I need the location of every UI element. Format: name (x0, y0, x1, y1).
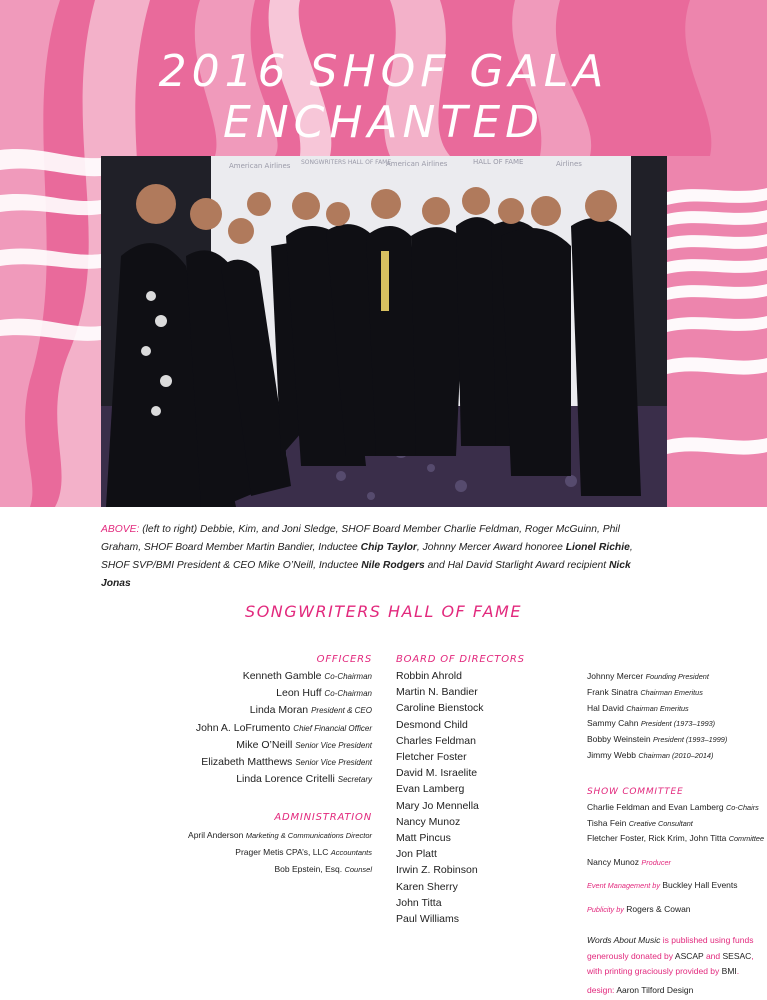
group-photo-image (101, 156, 667, 507)
list-item: Matt Pincus (396, 832, 451, 845)
person-name: April Anderson (188, 830, 244, 840)
list-item: Caroline Bienstock (396, 702, 484, 715)
person-name: Fletcher Foster, Rick Krim, John Titta (587, 833, 727, 843)
funding-text: is published using funds generously donated by (587, 935, 754, 961)
list-item: Mary Jo Mennella (396, 799, 479, 812)
list-item: Nancy Munoz (396, 815, 461, 828)
list-item (196, 702, 372, 719)
person-name: Bob Epstein, Esq. (274, 864, 343, 874)
backdrop-logo: SONGWRITERS HALL OF FAME (301, 159, 392, 166)
show-committee-list (587, 787, 765, 917)
list-item: Fletcher Foster (396, 751, 467, 764)
funding-text: , with printing graciously provided by (587, 950, 754, 976)
person-name: Jimmy Webb (587, 749, 636, 760)
person-role: Accountants (330, 848, 372, 857)
caption-text: (left to right) Debbie, Kim, and Joni Sledge, SHOF Board Member Charlie Feldman, Roger McGuinn, Phil Graham, SHOF Board Member Martin Bandier, Inductee (101, 524, 620, 553)
list-item (587, 748, 727, 764)
photo-caption (101, 521, 661, 593)
administration-list (188, 812, 372, 878)
person-role: Committee (728, 834, 765, 843)
donor-name: ASCAP (674, 950, 704, 961)
person-role: Producer (641, 857, 671, 867)
backdrop-logo: American Airlines (386, 160, 448, 168)
person-role: Founding President (645, 672, 709, 681)
person-name: Tisha Fein (587, 817, 627, 828)
list-item (587, 902, 762, 918)
administration-heading: ADMINISTRATION (274, 812, 372, 823)
list-item (587, 732, 727, 748)
person-name: Hal David (587, 702, 624, 713)
person-role: Secretary (337, 775, 372, 785)
person-role: Chairman (2010–2014) (638, 750, 714, 760)
list-item (196, 685, 372, 702)
person-role: Creative Consultant (628, 818, 693, 828)
person-name: John A. LoFrumento (195, 721, 291, 734)
group-photo (101, 156, 667, 507)
person-name: Kenneth Gamble (242, 670, 322, 682)
caption-name-nile-rodgers: Nile Rodgers (361, 560, 425, 571)
list-item (196, 737, 372, 754)
person-name: Linda Lorence Critelli (236, 773, 335, 786)
publication-title: Words About Music (587, 935, 661, 945)
backdrop-logo: Airlines (556, 160, 582, 168)
caption-text: and Hal David Starlight Award recipient (424, 560, 609, 571)
list-item (196, 668, 372, 685)
list-item: Desmond Child (396, 718, 468, 731)
list-item (196, 771, 372, 788)
person-name: Mike O’Neill (236, 738, 293, 751)
credit-value: Aaron Tilford Design (616, 985, 694, 995)
list-item (196, 720, 372, 737)
list-item: Jon Platt (396, 848, 437, 861)
list-item (196, 754, 372, 771)
credit-value: Buckley Hall Events (662, 880, 738, 890)
caption-text: , SHOF SVP/BMI President & CEO Mike O’Neill, Inductee (101, 542, 633, 571)
donor-name: BMI (721, 966, 737, 976)
list-item (587, 716, 727, 732)
person-name: Bobby Weinstein (587, 734, 651, 745)
person-role: Chairman Emeritus (626, 703, 689, 713)
officers-list (196, 654, 372, 788)
list-item: David M. Israelite (396, 767, 478, 780)
list-item: Karen Sherry (396, 880, 458, 893)
credit-label: design: (587, 985, 615, 995)
list-item (587, 701, 727, 717)
person-role: President & CEO (311, 706, 372, 716)
person-role: Co-Chairman (324, 672, 372, 681)
list-item (587, 669, 727, 685)
page-title: 2016 SHOF GALA ENCHANTED (158, 46, 609, 148)
list-item: John Titta (396, 896, 442, 909)
list-item (587, 800, 762, 816)
list-item (587, 831, 765, 847)
donor-name: SESAC (722, 950, 752, 961)
person-role: President (1973–1993) (640, 719, 716, 729)
section-heading: SONGWRITERS HALL OF FAME (245, 602, 522, 621)
person-name: Johnny Mercer (587, 671, 644, 681)
emeriti-list (587, 669, 727, 764)
list-item: Robbin Ahrold (396, 670, 462, 682)
caption-text: , Johnny Mercer Award honoree (416, 542, 566, 553)
person-role: Senior Vice President (295, 740, 372, 750)
credit-label: Publicity by (587, 904, 624, 914)
board-of-directors-list (396, 654, 525, 927)
person-role: Senior Vice President (295, 758, 372, 768)
credit-value: Rogers & Cowan (626, 903, 691, 914)
caption-name-nick-jonas: Nick Jonas (101, 560, 631, 589)
person-role: Co-Chairs (725, 803, 759, 812)
person-name: Prager Metis CPA’s, LLC (235, 847, 329, 857)
list-item (188, 827, 372, 844)
person-role: President (1993–1999) (653, 735, 728, 745)
list-item (587, 685, 727, 701)
caption-name-chip-taylor: Chip Taylor (360, 542, 417, 553)
funding-text: . (736, 966, 740, 976)
list-item (587, 816, 762, 832)
board-heading: BOARD OF DIRECTORS (396, 654, 525, 665)
funding-text: and (703, 950, 723, 961)
list-item (587, 878, 762, 894)
person-role: Chairman Emeritus (640, 687, 703, 697)
credit-label: Event Management by (587, 881, 661, 890)
backdrop-logo: American Airlines (229, 162, 291, 170)
person-name: Leon Huff (276, 687, 322, 700)
design-credit (587, 985, 693, 995)
person-role: Chief Financial Officer (293, 723, 372, 733)
person-name: Frank Sinatra (587, 686, 639, 697)
list-item: Martin N. Bandier (396, 686, 478, 699)
officers-heading: OFFICERS (316, 654, 372, 665)
caption-lead: ABOVE: (101, 524, 140, 535)
person-name: Sammy Cahn (587, 718, 639, 729)
list-item (188, 844, 372, 861)
funding-note (587, 933, 762, 980)
list-item: Evan Lamberg (396, 783, 465, 796)
person-role: Marketing & Communications Director (245, 831, 372, 840)
list-item (188, 861, 372, 878)
person-role: Counsel (344, 865, 372, 874)
person-name: Elizabeth Matthews (201, 756, 293, 769)
person-role: Co-Chairman (324, 689, 372, 699)
list-item: Charles Feldman (396, 734, 476, 747)
person-name: Charlie Feldman and Evan Lamberg (587, 802, 724, 812)
person-name: Linda Moran (249, 704, 309, 717)
list-item (587, 855, 762, 871)
person-name: Nancy Munoz (587, 856, 639, 867)
list-item: Irwin Z. Robinson (396, 864, 478, 877)
caption-name-lionel-richie: Lionel Richie (565, 542, 630, 553)
list-item: Paul Williams (396, 913, 460, 926)
backdrop-logo: HALL OF FAME (473, 158, 524, 166)
show-committee-heading: SHOW COMMITTEE (587, 787, 684, 797)
